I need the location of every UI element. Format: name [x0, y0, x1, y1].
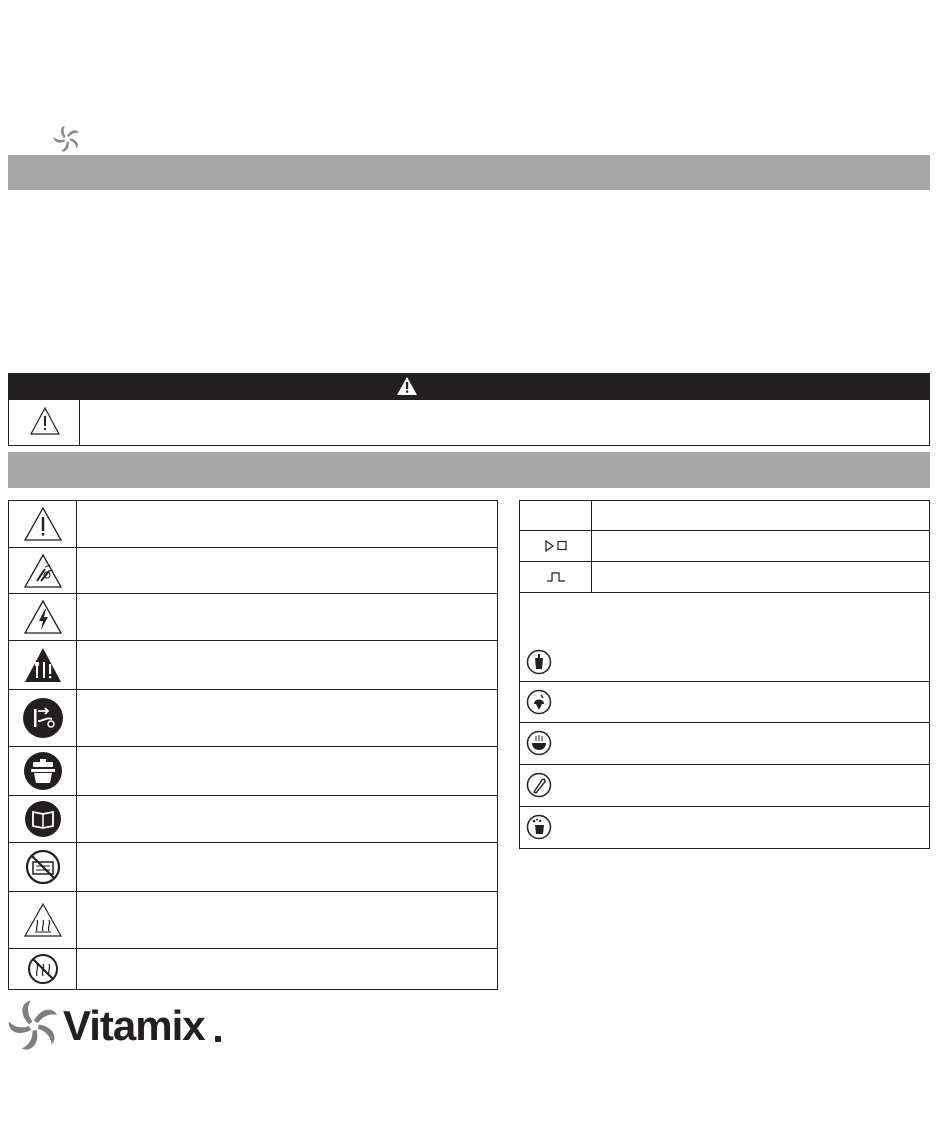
pulse-icon — [546, 571, 566, 583]
caution-triangle-icon — [29, 406, 61, 436]
program-row — [520, 592, 929, 682]
warning-header — [8, 373, 930, 400]
caution-triangle-icon — [23, 506, 63, 542]
table-row — [520, 501, 930, 531]
program-row — [520, 722, 929, 765]
vitamix-swirl-icon — [53, 125, 81, 153]
table-row — [520, 531, 930, 562]
symbol-text — [77, 617, 497, 618]
symbol-text — [77, 969, 497, 970]
unplug-icon — [22, 697, 64, 739]
electric-shock-triangle-icon — [23, 599, 63, 635]
table-row — [9, 641, 498, 690]
logo-trademark-dot — [215, 1036, 221, 1042]
control-text — [592, 515, 929, 516]
symbol-text — [77, 819, 497, 820]
utensil-warning-triangle-icon — [23, 646, 63, 684]
read-manual-icon — [24, 800, 62, 838]
frozen-dessert-program-icon — [526, 689, 552, 715]
symbol-text — [77, 524, 497, 525]
table-row — [9, 747, 498, 796]
section-header-bar — [8, 155, 930, 190]
table-row — [9, 594, 498, 641]
symbol-text — [77, 665, 497, 666]
symbol-text — [77, 771, 497, 772]
table-row — [9, 796, 498, 843]
vitamix-swirl-icon — [8, 1000, 60, 1052]
table-row — [9, 548, 498, 594]
hot-soup-program-icon — [526, 730, 552, 756]
table-row — [520, 562, 930, 593]
dips-spreads-program-icon — [526, 772, 552, 798]
controls-table — [519, 500, 930, 593]
symbols-table — [8, 500, 498, 990]
table-row — [9, 892, 498, 949]
smoothie-program-icon — [526, 649, 552, 675]
blade-hazard-triangle-icon — [23, 553, 63, 589]
symbol-text — [77, 718, 497, 719]
table-row — [9, 501, 498, 548]
warning-body — [8, 400, 930, 446]
programs-box — [519, 592, 930, 849]
hot-surface-triangle-icon — [23, 902, 63, 938]
program-row — [520, 764, 929, 807]
logo-wordmark: Vitamix — [63, 1002, 205, 1049]
table-row — [9, 843, 498, 892]
control-text — [592, 546, 929, 547]
blank-icon — [520, 501, 592, 531]
section-title-2 — [8, 452, 930, 453]
table-row — [9, 690, 498, 747]
program-row — [520, 806, 929, 848]
warning-icon-cell — [9, 400, 80, 445]
control-text — [592, 577, 929, 578]
no-hot-liquid-icon — [26, 952, 60, 986]
warning-triangle-icon — [396, 376, 418, 396]
table-row — [9, 949, 498, 990]
no-dishwasher-icon — [24, 848, 62, 886]
symbol-text — [77, 867, 497, 868]
start-stop-icon — [544, 540, 568, 552]
lid-container-icon — [23, 751, 63, 791]
symbol-text — [77, 920, 497, 921]
program-row — [520, 681, 929, 723]
symbol-text — [77, 570, 497, 571]
section-header-bar-2 — [8, 452, 930, 488]
section-title — [8, 155, 930, 156]
vitamix-logo — [8, 1000, 223, 1052]
self-cleaning-program-icon — [526, 814, 552, 840]
